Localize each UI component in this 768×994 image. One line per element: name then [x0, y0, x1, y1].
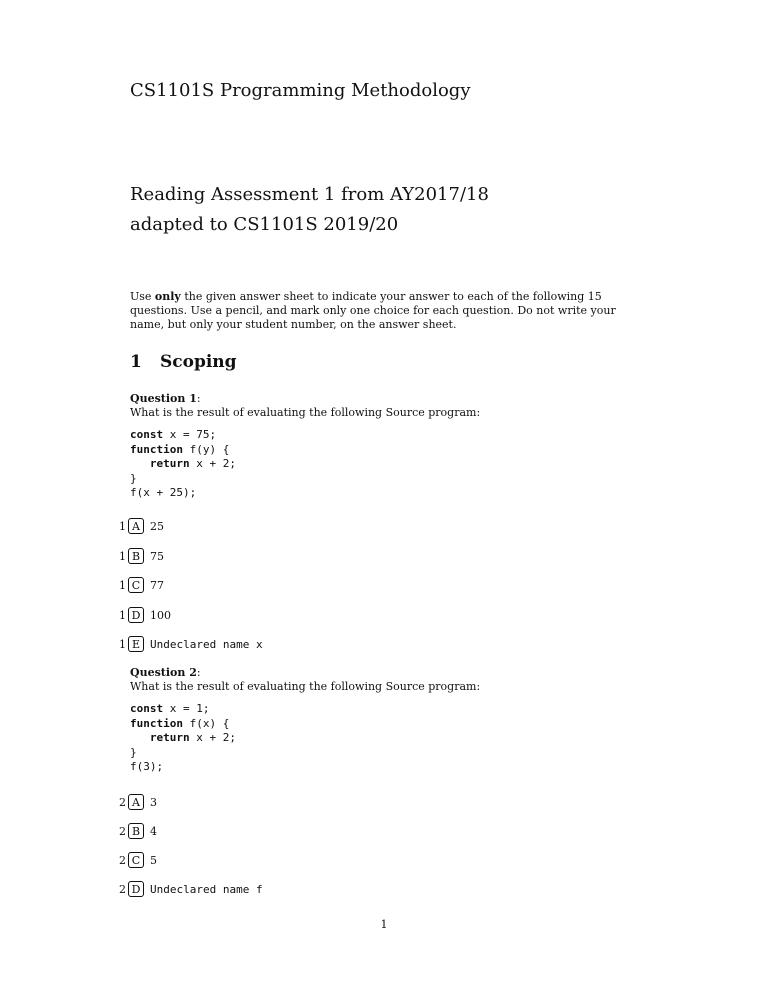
answer-option[interactable]: [116, 822, 157, 840]
question-prompt: What is the result of evaluating the following Source program:: [130, 406, 481, 419]
option-letter-box[interactable]: D: [128, 881, 144, 897]
section-number: 1: [130, 352, 142, 372]
answer-option[interactable]: [116, 606, 171, 624]
option-letter-box[interactable]: E: [128, 636, 144, 652]
instructions-prefix: Use: [130, 290, 155, 303]
instructions-emphasis: only: [154, 290, 181, 303]
option-text: 3: [150, 795, 157, 809]
option-letter-box[interactable]: D: [128, 607, 144, 623]
code-line: }: [130, 471, 137, 485]
option-question-number: 1: [119, 578, 126, 592]
option-question-number: 1: [119, 549, 126, 563]
question-1: [130, 392, 650, 501]
question-title: Question 1:: [130, 392, 201, 405]
code-line: f(3);: [130, 760, 164, 773]
answer-option[interactable]: [116, 880, 263, 898]
option-question-number: 2: [119, 824, 126, 838]
code-line: return x + 2;: [130, 731, 236, 744]
page-number: 1: [380, 918, 388, 931]
question-2: [130, 666, 650, 775]
instructions: [130, 290, 650, 332]
section-title: Scoping: [160, 352, 237, 372]
option-text: 75: [150, 549, 164, 563]
code-line: function f(y) {: [130, 442, 230, 456]
option-letter-box[interactable]: B: [128, 548, 144, 564]
option-text: 100: [150, 608, 171, 622]
option-letter-box[interactable]: C: [128, 577, 144, 593]
option-letter-box[interactable]: A: [128, 794, 144, 810]
code-line: const x = 75;: [130, 428, 217, 441]
answer-option[interactable]: [116, 635, 263, 653]
subtitle-line-2: adapted to CS1101S 2019/20: [130, 214, 399, 235]
assessment-subtitle: [130, 180, 489, 240]
option-question-number: 1: [119, 519, 126, 533]
answer-option[interactable]: [116, 547, 164, 565]
section-heading: [130, 352, 237, 372]
instructions-body: the given answer sheet to indicate your answer to each of the following 15 questions. Use a pencil, and mark only one choice for each question. Do not write your name, but only your student number, on the answer sheet.: [130, 290, 616, 331]
course-title: CS1101S Programming Methodology: [130, 80, 471, 101]
option-question-number: 1: [119, 637, 126, 651]
code-line: function f(x) {: [130, 716, 230, 730]
answer-option[interactable]: [116, 851, 157, 869]
code-block: [130, 702, 650, 775]
code-line: f(x + 25);: [130, 486, 197, 499]
code-block: [130, 428, 650, 501]
answer-option[interactable]: [116, 793, 157, 811]
option-text: 4: [150, 824, 157, 838]
answer-option[interactable]: [116, 576, 164, 594]
option-text: Undeclared name x: [150, 637, 263, 651]
option-text: 77: [150, 578, 164, 592]
question-prompt: What is the result of evaluating the following Source program:: [130, 680, 481, 693]
option-question-number: 2: [119, 882, 126, 896]
code-line: }: [130, 745, 137, 759]
option-text: Undeclared name f: [150, 882, 263, 896]
option-text: 25: [150, 519, 164, 533]
option-letter-box[interactable]: C: [128, 852, 144, 868]
option-question-number: 1: [119, 608, 126, 622]
question-title: Question 2:: [130, 666, 201, 679]
subtitle-line-1: Reading Assessment 1 from AY2017/18: [130, 184, 489, 205]
option-letter-box[interactable]: A: [128, 518, 144, 534]
option-question-number: 2: [119, 795, 126, 809]
option-question-number: 2: [119, 853, 126, 867]
answer-option[interactable]: [116, 517, 164, 535]
option-letter-box[interactable]: B: [128, 823, 144, 839]
code-line: return x + 2;: [130, 457, 236, 470]
code-line: const x = 1;: [130, 702, 210, 715]
option-text: 5: [150, 853, 157, 867]
